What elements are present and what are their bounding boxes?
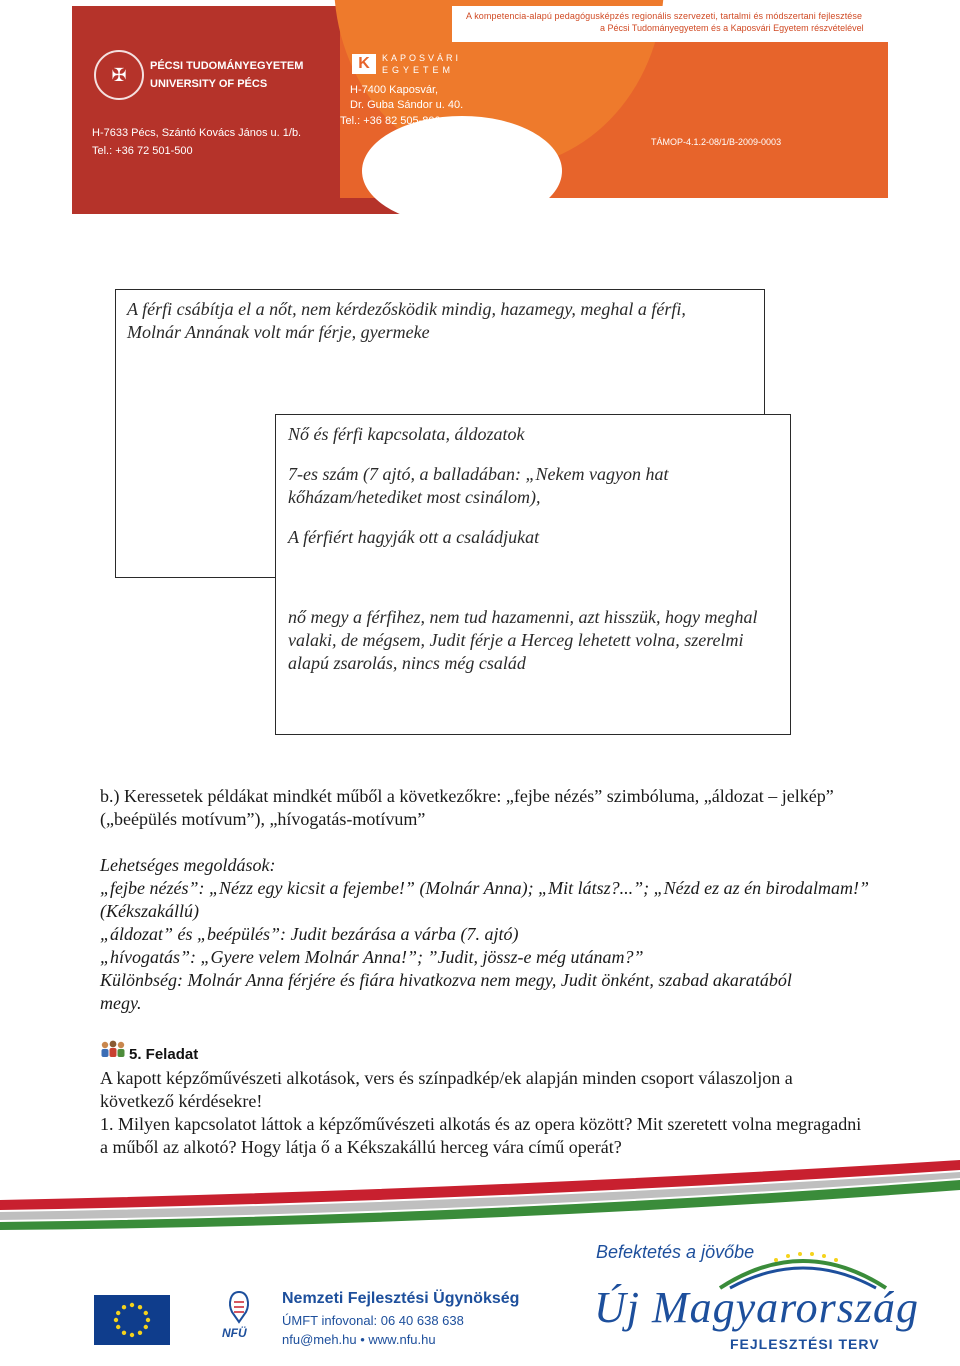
ke-name-2: EGYETEM [382,65,455,75]
ke-name-1: KAPOSVÁRI [382,53,462,63]
task-5-question-1: 1. Milyen kapcsolatot láttok a képzőművészeti alkotás és az opera között? Mit szeretett volna megragadni a műből az alkotó? Hogy látja ő a Kékszakállú herceg vára című operát? [100,1114,862,1157]
nfu-contact: nfu@meh.hu • www.nfu.hu [282,1332,436,1347]
task-b-question: b.) Keressetek példákat mindkét műből a következőkre: „fejbe nézés” szimbóluma, „áldozat – jelkép” („beépülés motívum”), „hívogatás-motívum” [100,786,834,829]
solution-1: „fejbe nézés”: „Nézz egy kicsit a fejembe!” (Molnár Anna); „Mit látsz?...”; „Nézd ez az én birodalmam!” (Kékszakállú) [100,878,869,921]
solution-2: „áldozat” és „beépülés”: Judit bezárása a várba (7. ajtó) [100,924,519,944]
box2-line-1: Nő és férfi kapcsolata, áldozatok [288,424,525,444]
group-people-icon [100,1040,126,1058]
answer-box-2 [275,414,791,735]
pte-phone: Tel.: +36 72 501-500 [92,145,193,157]
nfu-short: NFÜ [222,1326,247,1340]
nfu-logo-icon [224,1290,254,1324]
header-tagline-2: a Pécsi Tudományegyetem és a Kaposvári Egyetem részvételével [600,23,864,33]
slogan: Befektetés a jövőbe [596,1242,755,1262]
ke-phone: Tel.: +36 82 505-800 [340,115,441,127]
header-tagline-1: A kompetencia-alapú pedagógusképzés regionális szervezeti, tartalmi és módszertani fejlesztése [466,11,863,21]
program-name: Új Magyarország [594,1283,920,1332]
task-5-title: 5. Feladat [129,1046,199,1063]
nfu-phone: ÚMFT infovonal: 06 40 638 638 [282,1313,464,1328]
program-sub: FEJLESZTÉSI TERV [730,1336,880,1352]
eu-flag-icon [94,1295,170,1345]
solutions-heading: Lehetséges megoldások: [100,855,276,875]
pte-name-hu: PÉCSI TUDOMÁNYEGYETEM [150,60,304,72]
box1-text: A férfi csábítja el a nőt, nem kérdezősködik mindig, hazamegy, meghal a férfi, Molnár Annának volt már férje, gyermeke [127,299,686,342]
solution-3: „hívogatás”: „Gyere velem Molnár Anna!”; ”Judit, jössz-e még utánam?” [100,947,644,967]
difference-text: Különbség: Molnár Anna férjére és fiára hivatkozva nem megy, Judit önként, szabad akaratából megy. [100,970,792,1013]
pte-address: H-7633 Pécs, Szántó Kovács János u. 1/b. [92,127,302,139]
pte-seal-icon: ✠ [94,50,144,100]
pte-name-en: UNIVERSITY OF PÉCS [150,78,268,90]
document-header [72,6,888,214]
header-white-curve [362,116,562,226]
project-code: TÁMOP-4.1.2-08/1/B-2009-0003 [651,137,782,147]
ke-address-2: Dr. Guba Sándor u. 40. [350,99,464,111]
ke-address-1: H-7400 Kaposvár, [350,84,439,96]
box2-line-2: 7-es szám (7 ajtó, a balladában: „Nekem vagyon hat kőházam/hetediket most csinálom), [288,464,669,507]
box2-line-3: A férfiért hagyják ott a családjukat [288,527,540,547]
kaposvar-logo-icon: K [352,54,376,74]
footer-tricolor-swoosh [0,1160,960,1230]
task-5-intro: A kapott képzőművészeti alkotások, vers és színpadkép/ek alapján minden csoport válaszoljon a következő kérdésekre! [100,1068,793,1111]
nfu-name: Nemzeti Fejlesztési Ügynökség [282,1290,520,1307]
box2-line-4: nő megy a férfihez, nem tud hazamenni, azt hisszük, hogy meghal valaki, de mégsem, Judit férje a Herceg lehetett volna, szerelmi alapú zsarolás, nincs még család [288,607,758,673]
